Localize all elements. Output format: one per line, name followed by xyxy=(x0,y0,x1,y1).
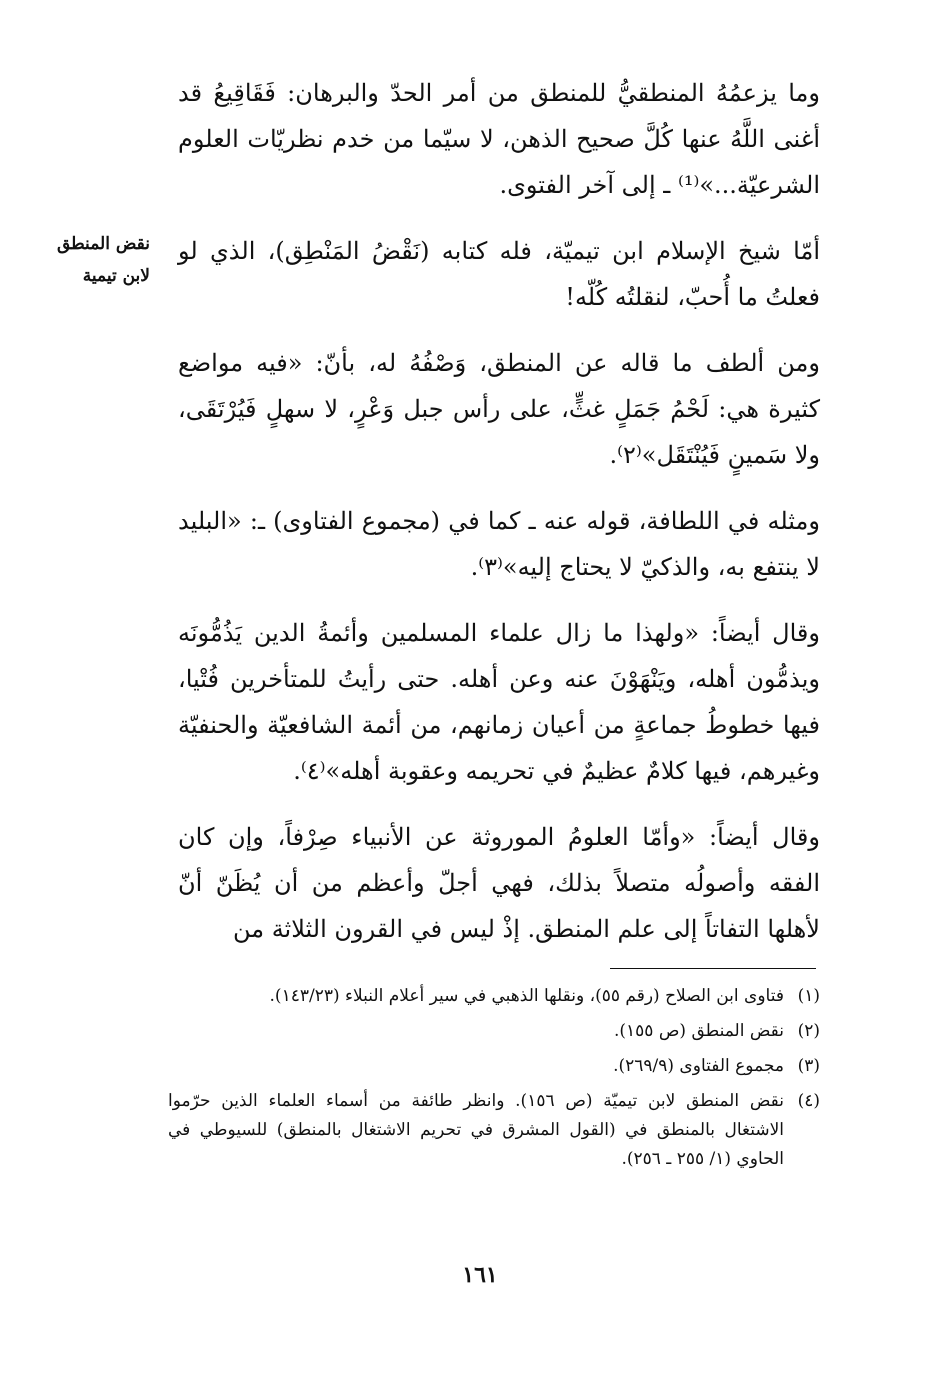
footnote-text: نقض المنطق (ص ١٥٥). xyxy=(614,1021,784,1041)
footnote-4 xyxy=(168,1087,820,1174)
footnote-number: (٢) xyxy=(797,1021,820,1041)
footnote-text: مجموع الفتاوى (٢٦٩/٩). xyxy=(613,1056,784,1076)
footnote-divider xyxy=(610,968,816,969)
paragraph-4: ومثله في اللطافة، قوله عنه ـ كما في (مجموع الفتاوى) ـ: «البليد لا ينتفع به، والذكيّ لا يحتاج إليه»⁽٣⁾. xyxy=(178,507,820,581)
footnote-number: (١) xyxy=(797,986,820,1006)
page-number: ١٦١ xyxy=(462,1262,498,1288)
margin-note-line-2: لابن تيمية xyxy=(82,266,150,286)
footnote-3 xyxy=(168,1052,820,1081)
footnote-number: (٣) xyxy=(797,1056,820,1076)
paragraph-5: وقال أيضاً: «ولهذا ما زال علماء المسلمين وأئمةُ الدين يَذُمُّونَه ويذمُّون أهله، ويَنْهَوْنَ عنه وعن أهله. حتى رأيتُ للمتأخرين فُتْيا، فيها خطوطُ جماعةٍ من أعيان زمانهم، من أئمة الشافعيّة والحنفيّة وغيرهم، فيها كلامٌ عظيمٌ في تحريمه وعقوبة أهله»⁽٤⁾. xyxy=(178,619,820,785)
footnote-1 xyxy=(168,982,820,1011)
paragraph-6: وقال أيضاً: «وأمّا العلومُ الموروثة عن الأنبياء صِرْفاً، وإن كان الفقه وأصولُه متصلاً بذلك، فهي أجلّ وأعظم من أن يُظَنّ أنّ لأهلها التفاتاً إلى علم المنطق. إذْ ليس في القرون الثلاثة من xyxy=(178,823,820,943)
margin-note xyxy=(30,228,150,292)
footnote-text: نقض المنطق لابن تيميّة (ص ١٥٦). وانظر طائفة من أسماء العلماء الذين حرّموا الاشتغال بالمنطق في (القول المشرق في تحريم الاشتغال بالمنطق) للسيوطي في الحاوي (١/ ٢٥٥ ـ ٢٥٦). xyxy=(168,1091,784,1169)
paragraph-1: وما يزعمُهُ المنطقيُّ للمنطق من أمر الحدّ والبرهان: فَقَاقِيعُ قد أغنى اللَّهُ عنها كُلَّ صحيح الذهن، لا سيّما من خدم نظريّات العلوم الشرعيّة...»⁽¹⁾ ـ إلى آخر الفتوى. xyxy=(178,79,820,199)
paragraph-3: ومن ألطف ما قاله عن المنطق، وَصْفُهُ له، بأنّ: «فيه مواضع كثيرة هي: لَحْمُ جَمَلٍ غثٍّ، على رأس جبل وَعْرٍ، لا سهلٍ فَيُرْتَقَى، ولا سَمينٍ فَيُنْتَقَل»⁽٢⁾. xyxy=(178,349,820,469)
paragraph-2: أمّا شيخ الإسلام ابن تيميّة، فله كتابه (نَقْضُ المَنْطِق)، الذي لو فعلتُ ما أُحبّ، لنقلتُه كُلّه! xyxy=(178,237,820,311)
main-text xyxy=(178,70,820,972)
footnote-2 xyxy=(168,1017,820,1046)
footnotes xyxy=(168,982,820,1180)
margin-note-line-1: نقض المنطق xyxy=(56,234,150,254)
footnote-text: فتاوى ابن الصلاح (رقم ٥٥)، ونقلها الذهبي في سير أعلام النبلاء (١٤٣/٢٣). xyxy=(269,986,784,1006)
footnote-number: (٤) xyxy=(797,1091,820,1111)
